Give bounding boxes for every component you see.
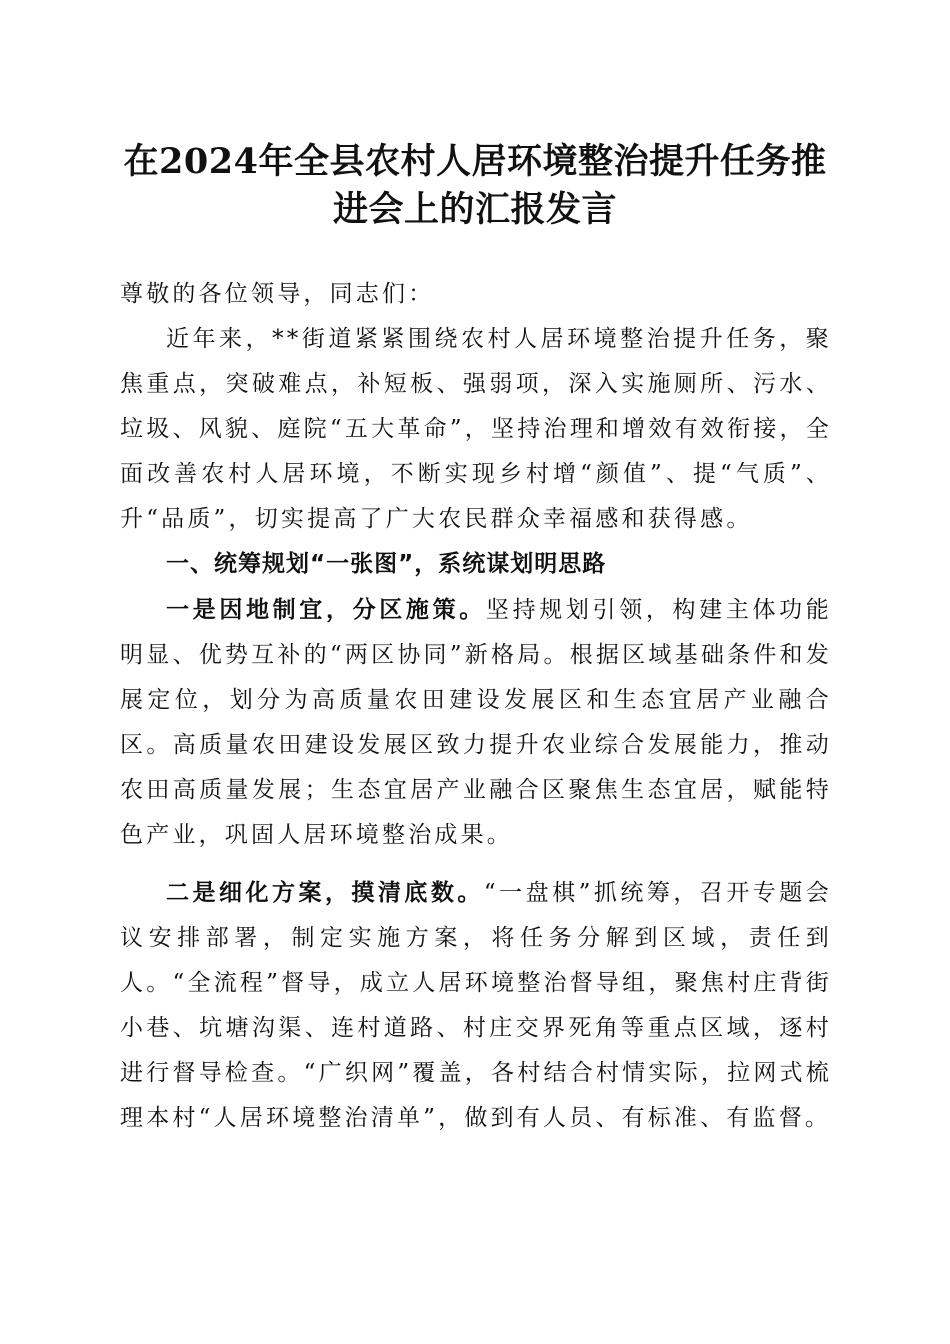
paragraph-2 [120,870,832,1141]
title-line-1: 在2024年全县农村人居环境整治提升任务推 [123,141,827,182]
document-body [120,272,832,1141]
salutation: 尊敬的各位领导，同志们： [120,281,435,307]
paragraph-2-lead: 二是细化方案，摸清底数。 [166,879,484,906]
paragraph-1 [120,587,832,858]
intro-paragraph: 近年来，**街道紧紧围绕农村人居环境整治提升任务，聚焦重点，突破难点，补短板、强弱项，深入实施厕所、污水、垃圾、风貌、庭院“五大革命”，坚持治理和增效有效衔接，全面改善农村人居环境，不断实现乡村增“颜值”、提“气质”、升“品质”，切实提高了广大农民群众幸福感和获得感。 [120,326,832,532]
paragraph-1-text: 坚持规划引领，构建主体功能明显、优势互补的“两区协同”新格局。根据区域基础条件和发展定位，划分为高质量农田建设发展区和生态宜居产业融合区。高质量农田建设发展区致力提升农业综合发展能力，推动农田高质量发展；生态宜居产业融合区聚焦生态宜居，赋能特色产业，巩固人居环境整治成果。 [120,597,832,848]
paragraph-2-text: “一盘棋”抓统筹，召开专题会议安排部署，制定实施方案，将任务分解到区域，责任到人。“全流程”督导，成立人居环境整治督导组，聚焦村庄背街小巷、坑塘沟渠、连村道路、村庄交界死角等重点区域，逐村进行督导检查。“广织网”覆盖，各村结合村情实际，拉网式梳理本村“人居环境整治清单”，做到有人员、有标准、有监督。 [120,880,832,1131]
document-title [100,138,850,234]
paragraph-1-lead: 一是因地制宜，分区施策。 [166,596,486,623]
section-heading-1: 一、统筹规划“一张图”，系统谋划明思路 [166,551,607,577]
title-line-2: 进会上的汇报发言 [332,189,617,230]
